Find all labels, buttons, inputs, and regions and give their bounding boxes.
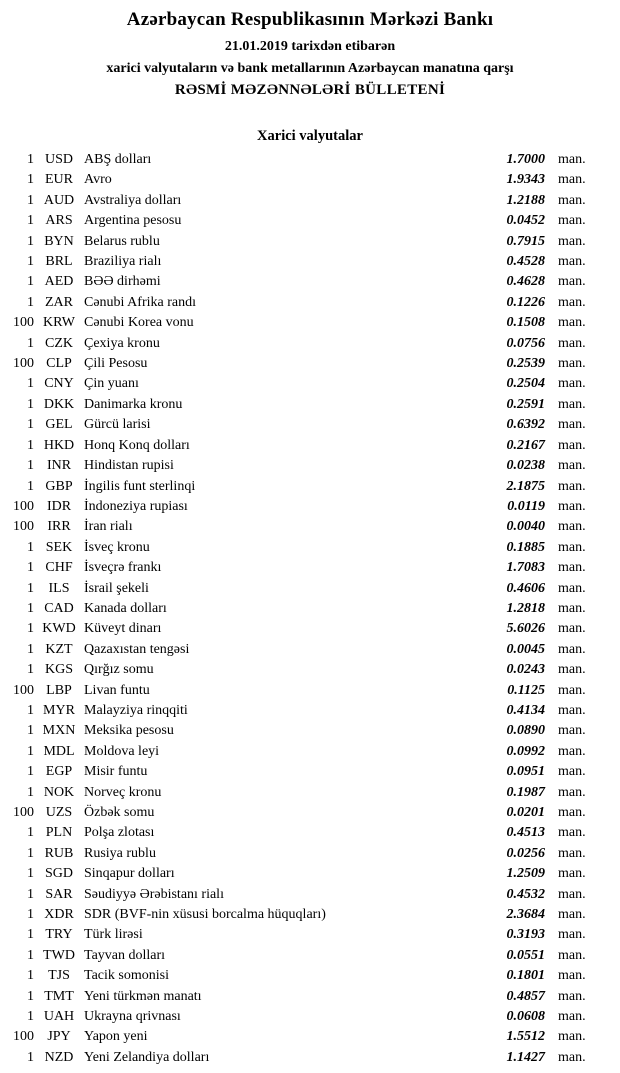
rate-cell: 0.1125 <box>507 682 545 698</box>
rate-cell: 2.3684 <box>506 907 545 923</box>
currency-code-cell: NZD <box>44 1049 74 1065</box>
table-row <box>0 517 620 537</box>
rate-cell: 0.0951 <box>506 764 545 780</box>
unit-cell: man. <box>558 396 586 412</box>
bulletin-date: 21.01.2019 tarixdən etibarən <box>224 39 396 54</box>
unit-cell: man. <box>558 192 586 208</box>
quantity-cell: 1 <box>27 947 34 963</box>
currency-name-cell: Belarus rublu <box>84 233 160 249</box>
table-row <box>0 191 620 211</box>
rate-cell: 0.4532 <box>506 886 545 902</box>
currency-name-cell: Avstraliya dolları <box>84 192 182 208</box>
quantity-cell: 1 <box>27 458 34 474</box>
rate-cell: 0.1226 <box>506 294 545 310</box>
rate-cell: 0.4628 <box>506 274 545 290</box>
table-row <box>0 477 620 497</box>
currency-name-cell: Cənubi Korea vonu <box>84 315 194 331</box>
currency-code-cell: RUB <box>44 845 74 861</box>
currency-name-cell: Danimarka kronu <box>84 396 183 412</box>
bulletin-title: RƏSMİ MƏZƏNNƏLƏRİ BÜLLETENİ <box>174 82 446 98</box>
rate-cell: 0.4606 <box>506 580 545 596</box>
currency-code-cell: TJS <box>48 968 70 984</box>
currency-code-cell: DKK <box>43 396 75 412</box>
unit-cell: man. <box>558 682 586 698</box>
table-row <box>0 374 620 394</box>
currency-code-cell: AUD <box>43 192 75 208</box>
quantity-cell: 100 <box>13 356 34 372</box>
unit-cell: man. <box>558 294 586 310</box>
currency-code-cell: UAH <box>43 1009 75 1025</box>
unit-cell: man. <box>558 172 586 188</box>
quantity-cell: 1 <box>27 335 34 351</box>
unit-cell: man. <box>558 866 586 882</box>
rate-cell: 0.2591 <box>506 396 545 412</box>
currency-code-cell: HKD <box>43 437 75 453</box>
currency-code-cell: CZK <box>45 335 73 351</box>
table-row <box>0 681 620 701</box>
unit-cell: man. <box>558 886 586 902</box>
quantity-cell: 1 <box>27 1009 34 1025</box>
rate-cell: 0.2539 <box>506 356 545 372</box>
rate-cell: 0.7915 <box>506 233 545 249</box>
table-row <box>0 823 620 843</box>
quantity-cell: 1 <box>27 641 34 657</box>
quantity-cell: 1 <box>27 417 34 433</box>
table-row <box>0 170 620 190</box>
quantity-cell: 1 <box>27 172 34 188</box>
table-row <box>0 864 620 884</box>
unit-cell: man. <box>558 621 586 637</box>
unit-cell: man. <box>558 702 586 718</box>
currency-name-cell: Avro <box>84 172 112 188</box>
quantity-cell: 1 <box>27 213 34 229</box>
table-row <box>0 272 620 292</box>
table-row <box>0 966 620 986</box>
currency-name-cell: SDR (BVF-nin xüsusi borcalma hüquqları) <box>84 907 326 923</box>
table-row <box>0 211 620 231</box>
quantity-cell: 1 <box>27 233 34 249</box>
rate-cell: 0.1885 <box>506 539 545 555</box>
quantity-cell: 1 <box>27 988 34 1004</box>
currency-code-cell: UZS <box>45 805 73 820</box>
currency-code-cell: INR <box>46 458 72 474</box>
rate-cell: 0.0452 <box>506 213 545 229</box>
currency-code-cell: IDR <box>46 498 72 514</box>
table-row <box>0 313 620 333</box>
currency-name-cell: Rusiya rublu <box>84 845 156 861</box>
table-row <box>0 1048 620 1068</box>
currency-code-cell: EGP <box>45 764 73 780</box>
quantity-cell: 1 <box>27 254 34 270</box>
quantity-cell: 1 <box>27 764 34 780</box>
unit-cell: man. <box>558 376 586 392</box>
unit-cell: man. <box>558 662 586 678</box>
table-row <box>0 599 620 619</box>
rate-cell: 1.2188 <box>506 192 545 208</box>
unit-cell: man. <box>558 947 586 963</box>
unit-cell: man. <box>558 1029 586 1045</box>
unit-cell: man. <box>558 356 586 372</box>
quantity-cell: 1 <box>27 968 34 984</box>
quantity-cell: 1 <box>27 580 34 596</box>
currency-name-cell: Livan funtu <box>84 682 150 698</box>
currency-name-cell: Çili Pesosu <box>84 356 148 372</box>
table-row <box>0 497 620 517</box>
quantity-cell: 1 <box>27 539 34 555</box>
rate-cell: 0.0238 <box>506 458 545 474</box>
currency-code-cell: KRW <box>43 315 75 331</box>
currency-code-cell: XDR <box>44 907 74 923</box>
currency-name-cell: Honq Konq dolları <box>84 437 190 453</box>
currency-code-cell: TRY <box>45 927 73 943</box>
table-row <box>0 701 620 721</box>
unit-cell: man. <box>558 335 586 351</box>
rate-cell: 0.0756 <box>506 335 545 351</box>
currency-code-cell: GEL <box>45 417 73 433</box>
rate-cell: 0.2167 <box>506 437 545 453</box>
unit-cell: man. <box>558 600 586 616</box>
page-title: Azərbaycan Respublikasının Mərkəzi Bankı <box>126 9 494 30</box>
currency-name-cell: ABŞ dolları <box>84 152 152 167</box>
quantity-cell: 100 <box>13 498 34 514</box>
currency-name-cell: Kanada dolları <box>84 600 167 616</box>
rate-cell: 5.6026 <box>506 621 545 637</box>
currency-code-cell: EUR <box>45 172 73 188</box>
quantity-cell: 1 <box>27 702 34 718</box>
currency-code-cell: GBP <box>45 478 73 494</box>
currency-code-cell: NOK <box>43 784 75 800</box>
quantity-cell: 1 <box>27 294 34 310</box>
rate-cell: 2.1875 <box>506 478 545 494</box>
table-row <box>0 905 620 925</box>
unit-cell: man. <box>558 437 586 453</box>
rate-cell: 0.0119 <box>507 498 545 514</box>
currency-code-cell: CAD <box>44 600 74 616</box>
unit-cell: man. <box>558 539 586 555</box>
currency-name-cell: Malayziya rinqqiti <box>84 702 188 718</box>
currency-code-cell: USD <box>44 152 73 167</box>
quantity-cell: 1 <box>27 152 34 167</box>
currency-name-cell: İsrail şekeli <box>84 580 149 596</box>
quantity-cell: 1 <box>27 621 34 637</box>
rate-cell: 0.4857 <box>506 988 545 1004</box>
table-row <box>0 885 620 905</box>
currency-name-cell: Səudiyyə Ərəbistanı rialı <box>84 886 224 902</box>
currency-name-cell: Cənubi Afrika randı <box>84 294 196 310</box>
currency-code-cell: JPY <box>47 1029 71 1045</box>
quantity-cell: 1 <box>27 560 34 576</box>
currency-code-cell: KWD <box>42 621 76 637</box>
table-row <box>0 395 620 415</box>
rate-cell: 0.4134 <box>506 702 545 718</box>
table-row <box>0 619 620 639</box>
quantity-cell: 1 <box>27 396 34 412</box>
section-title: Xarici valyutalar <box>257 128 363 144</box>
unit-cell: man. <box>558 927 586 943</box>
rate-cell: 0.0608 <box>506 1009 545 1025</box>
currency-name-cell: İsveç kronu <box>84 539 150 555</box>
quantity-cell: 100 <box>13 315 34 331</box>
currency-code-cell: KZT <box>45 641 73 657</box>
currency-name-cell: Çin yuanı <box>84 376 139 392</box>
table-row <box>0 1027 620 1047</box>
currency-name-cell: Tayvan dolları <box>84 947 166 963</box>
rate-cell: 0.1801 <box>506 968 545 984</box>
quantity-cell: 1 <box>27 866 34 882</box>
table-row <box>0 293 620 313</box>
table-row <box>0 762 620 782</box>
quantity-cell: 1 <box>27 192 34 208</box>
rate-cell: 0.0201 <box>506 805 545 820</box>
currency-code-cell: PLN <box>45 825 73 841</box>
unit-cell: man. <box>558 723 586 739</box>
quantity-cell: 100 <box>13 519 34 535</box>
table-row <box>0 925 620 945</box>
rate-cell: 0.1987 <box>506 784 545 800</box>
currency-code-cell: IRR <box>47 519 71 535</box>
quantity-cell: 1 <box>27 662 34 678</box>
quantity-cell: 100 <box>13 805 34 820</box>
currency-name-cell: İsveçrə frankı <box>84 560 162 576</box>
unit-cell: man. <box>558 805 586 820</box>
currency-code-cell: KGS <box>44 662 73 678</box>
table-row <box>0 946 620 966</box>
table-row <box>0 1007 620 1027</box>
table-row <box>0 150 620 170</box>
currency-name-cell: Çexiya kronu <box>84 335 160 351</box>
currency-code-cell: TWD <box>43 947 75 963</box>
table-row <box>0 742 620 762</box>
quantity-cell: 1 <box>27 743 34 759</box>
currency-name-cell: Qazaxıstan tengəsi <box>84 641 190 657</box>
quantity-cell: 1 <box>27 886 34 902</box>
unit-cell: man. <box>558 478 586 494</box>
unit-cell: man. <box>558 907 586 923</box>
table-row <box>0 640 620 660</box>
currency-name-cell: Tacik somonisi <box>84 968 169 984</box>
rates-table <box>0 150 620 1068</box>
currency-code-cell: MXN <box>42 723 76 739</box>
rate-cell: 0.0045 <box>506 641 545 657</box>
table-row <box>0 987 620 1007</box>
rate-cell: 0.0040 <box>506 519 545 535</box>
quantity-cell: 1 <box>27 376 34 392</box>
currency-code-cell: ARS <box>45 213 73 229</box>
bulletin-scope: xarici valyutaların və bank metallarının Azərbaycan manatına qarşı <box>106 61 514 76</box>
currency-name-cell: Hindistan rupisi <box>84 458 174 474</box>
unit-cell: man. <box>558 519 586 535</box>
quantity-cell: 1 <box>27 723 34 739</box>
rate-cell: 1.2509 <box>506 866 545 882</box>
table-row <box>0 558 620 578</box>
currency-name-cell: Sinqapur dolları <box>84 866 175 882</box>
table-row <box>0 232 620 252</box>
currency-code-cell: TMT <box>44 988 74 1004</box>
table-row <box>0 803 620 823</box>
quantity-cell: 1 <box>27 274 34 290</box>
currency-name-cell: Argentina pesosu <box>84 213 182 229</box>
table-row <box>0 415 620 435</box>
rate-cell: 0.4528 <box>506 254 545 270</box>
currency-code-cell: BRL <box>45 254 73 270</box>
unit-cell: man. <box>558 764 586 780</box>
unit-cell: man. <box>558 498 586 514</box>
rate-cell: 1.7000 <box>506 152 545 167</box>
rate-cell: 0.0551 <box>506 947 545 963</box>
table-row <box>0 721 620 741</box>
rate-cell: 1.9343 <box>506 172 545 188</box>
quantity-cell: 1 <box>27 784 34 800</box>
unit-cell: man. <box>558 968 586 984</box>
quantity-cell: 100 <box>13 1029 34 1045</box>
unit-cell: man. <box>558 1049 586 1065</box>
unit-cell: man. <box>558 1009 586 1025</box>
unit-cell: man. <box>558 743 586 759</box>
currency-name-cell: BƏƏ dirhəmi <box>84 274 161 290</box>
currency-code-cell: BYN <box>44 233 74 249</box>
currency-name-cell: Gürcü larisi <box>84 417 151 433</box>
table-row <box>0 579 620 599</box>
currency-name-cell: Yeni türkmən manatı <box>84 988 202 1004</box>
unit-cell: man. <box>558 641 586 657</box>
table-row <box>0 354 620 374</box>
currency-name-cell: Türk lirəsi <box>84 927 143 943</box>
currency-code-cell: CNY <box>44 376 74 392</box>
currency-name-cell: İndoneziya rupiası <box>84 498 188 514</box>
rate-cell: 1.2818 <box>506 600 545 616</box>
rate-cell: 0.3193 <box>506 927 545 943</box>
quantity-cell: 1 <box>27 1049 34 1065</box>
quantity-cell: 1 <box>27 437 34 453</box>
unit-cell: man. <box>558 845 586 861</box>
currency-name-cell: İngilis funt sterlinqi <box>84 478 196 494</box>
rate-cell: 1.7083 <box>506 560 545 576</box>
currency-name-cell: Yeni Zelandiya dolları <box>84 1049 210 1065</box>
table-row <box>0 456 620 476</box>
quantity-cell: 1 <box>27 825 34 841</box>
table-row <box>0 538 620 558</box>
unit-cell: man. <box>558 560 586 576</box>
quantity-cell: 1 <box>27 478 34 494</box>
currency-code-cell: CHF <box>45 560 73 576</box>
currency-code-cell: MYR <box>43 702 75 718</box>
table-row <box>0 436 620 456</box>
currency-code-cell: AED <box>44 274 74 290</box>
currency-name-cell: İran rialı <box>84 519 133 535</box>
unit-cell: man. <box>558 233 586 249</box>
quantity-cell: 1 <box>27 845 34 861</box>
unit-cell: man. <box>558 580 586 596</box>
currency-name-cell: Norveç kronu <box>84 784 162 800</box>
currency-name-cell: Ukrayna qrivnası <box>84 1009 181 1025</box>
rate-cell: 0.2504 <box>506 376 545 392</box>
quantity-cell: 1 <box>27 600 34 616</box>
currency-name-cell: Moldova leyi <box>84 743 160 759</box>
currency-name-cell: Braziliya rialı <box>84 254 162 270</box>
unit-cell: man. <box>558 315 586 331</box>
currency-code-cell: SEK <box>45 539 73 555</box>
rate-cell: 1.5512 <box>506 1029 545 1045</box>
unit-cell: man. <box>558 784 586 800</box>
currency-name-cell: Yapon yeni <box>84 1029 148 1045</box>
currency-code-cell: SAR <box>45 886 73 902</box>
table-row <box>0 783 620 803</box>
currency-code-cell: SGD <box>44 866 73 882</box>
currency-name-cell: Qırğız somu <box>84 662 154 678</box>
rate-cell: 1.1427 <box>506 1049 545 1065</box>
table-row <box>0 334 620 354</box>
rate-cell: 0.4513 <box>506 825 545 841</box>
rate-cell: 0.6392 <box>506 417 545 433</box>
table-row <box>0 660 620 680</box>
unit-cell: man. <box>558 988 586 1004</box>
currency-code-cell: ILS <box>48 580 70 596</box>
table-row <box>0 844 620 864</box>
unit-cell: man. <box>558 274 586 290</box>
currency-code-cell: MDL <box>43 743 75 759</box>
quantity-cell: 1 <box>27 907 34 923</box>
quantity-cell: 100 <box>13 682 34 698</box>
quantity-cell: 1 <box>27 927 34 943</box>
unit-cell: man. <box>558 458 586 474</box>
currency-name-cell: Misir funtu <box>84 764 148 780</box>
rate-cell: 0.0890 <box>506 723 545 739</box>
unit-cell: man. <box>558 213 586 229</box>
rate-cell: 0.0992 <box>506 743 545 759</box>
rate-cell: 0.1508 <box>506 315 545 331</box>
table-row <box>0 252 620 272</box>
unit-cell: man. <box>558 152 586 167</box>
unit-cell: man. <box>558 825 586 841</box>
currency-code-cell: CLP <box>46 356 72 372</box>
currency-code-cell: LBP <box>46 682 72 698</box>
currency-name-cell: Meksika pesosu <box>84 723 174 739</box>
unit-cell: man. <box>558 254 586 270</box>
currency-code-cell: ZAR <box>45 294 73 310</box>
bulletin-header <box>0 0 620 99</box>
rate-cell: 0.0256 <box>506 845 545 861</box>
currency-name-cell: Özbək somu <box>84 805 155 820</box>
currency-name-cell: Polşa zlotası <box>84 825 155 841</box>
rate-cell: 0.0243 <box>506 662 545 678</box>
unit-cell: man. <box>558 417 586 433</box>
currency-name-cell: Küveyt dinarı <box>84 621 162 637</box>
